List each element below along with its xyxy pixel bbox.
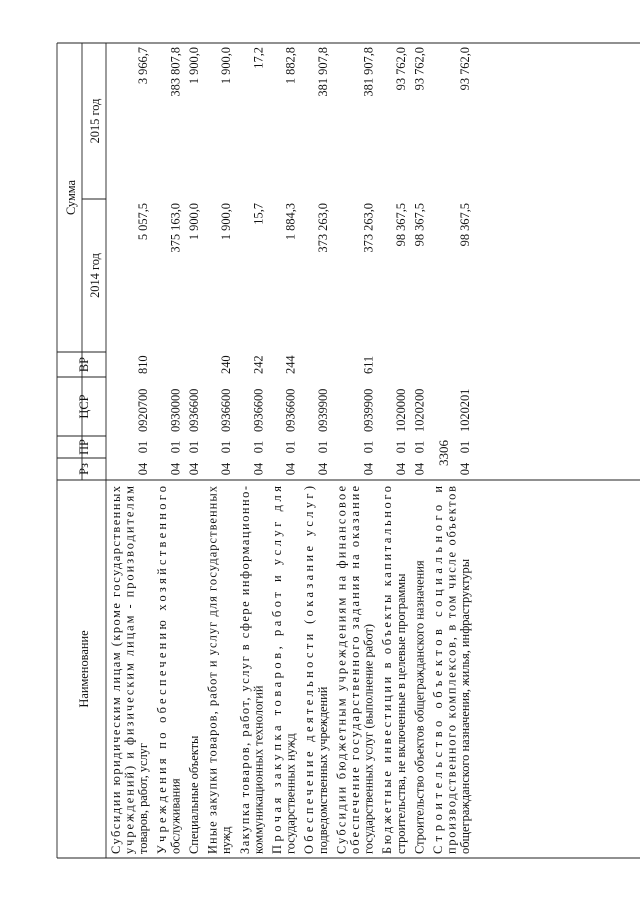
row-2014: 98 367,5 [412,203,427,247]
header-csr: ЦСР [77,394,91,419]
row-2014: 373 263,0 [315,203,330,253]
row-2015: 383 807,8 [168,47,183,97]
page-number: 3306 [436,440,451,466]
row-name-line: Обеспечение деятельности (оказание услуг) [302,486,317,854]
row-csr: 0936600 [187,388,201,432]
row-2015: 3 966,7 [136,47,151,85]
row-vr: 244 [283,355,298,374]
row-name-line: обслуживания [168,778,183,854]
row-csr: 0936600 [251,388,266,432]
row-pr: 01 [283,440,298,454]
row-csr: 0920700 [136,388,151,432]
row-name-line: Субсидии бюджетным учреждениям на финансовое [334,486,349,854]
row-rz: 04 [219,462,234,476]
row-name-line: учреждений) и физическим лицам - производителям [122,486,137,854]
row-name-line: Учреждения по обеспечению хозяйственного [154,486,169,854]
row-2015: 1 882,8 [283,47,298,85]
row-2015: 93 762,0 [458,47,473,91]
row-name-line: Иные закупки товаров, работ и услуг для государственных [205,485,220,854]
row-vr: 242 [251,355,266,374]
row-name-line: Строительство объектов общегражданского назначения [412,560,427,854]
row-csr: 1020201 [458,388,473,432]
row-rz: 04 [187,462,201,476]
row-rz: 04 [283,462,298,476]
header-vr: ВР [77,356,91,373]
row-name-line: подведомственных учреждений [315,686,330,854]
row-name-line: Специальные объекты [187,735,201,854]
row-pr: 01 [251,440,266,454]
row-csr: 0936600 [283,388,298,432]
row-vr: 240 [219,355,234,374]
row-vr: 611 [361,355,376,374]
row-2014: 5 057,5 [136,203,151,241]
row-2014: 375 163,0 [168,203,183,253]
row-rz: 04 [315,462,330,476]
row-name-line: производственного комплексов, в том числе объектов [444,485,459,854]
row-rz: 04 [251,462,266,476]
row-2014: 98 367,5 [393,203,408,247]
row-name-line: строительства, не включенные в целевые программы [393,573,408,854]
row-2014: 98 367,5 [458,203,473,247]
row-rz: 04 [412,462,427,476]
row-pr: 01 [136,440,151,454]
row-2015: 17,2 [251,47,266,69]
row-2015: 1 900,0 [219,47,234,85]
row-vr: 810 [136,355,151,374]
row-pr: 01 [361,440,376,454]
row-csr: 1020000 [393,388,408,432]
header-2015: 2015 год [88,98,102,144]
row-2014: 1 900,0 [187,203,201,241]
row-name-line: Закупка товаров, работ, услуг в сфере информационно- [237,486,252,854]
row-csr: 1020200 [412,388,427,432]
header-rz: Рз [77,463,91,475]
row-csr: 0939900 [315,388,330,432]
row-2014: 1 884,3 [283,203,298,241]
row-rz: 04 [393,462,408,476]
row-2014: 373 263,0 [361,203,376,253]
header-2014: 2014 год [88,253,102,298]
row-name-line: Бюджетные инвестиции в объекты капитального [380,485,395,854]
row-rz: 04 [136,462,151,476]
row-name-line: Строительство объектов социального и [431,485,445,854]
row-2014: 1 900,0 [219,203,234,241]
row-pr: 01 [187,440,201,454]
row-name-line: товаров, работ, услуг [136,743,151,854]
row-2014: 15,7 [251,203,266,225]
row-pr: 01 [219,440,234,454]
row-name-line: государственных нужд [283,733,298,854]
row-2015: 381 907,8 [361,47,376,97]
row-2015: 381 907,8 [315,47,330,97]
row-name-line: общегражданского назначения, жилья, инфраструктуры [458,558,473,854]
row-rz: 04 [168,462,183,476]
row-name-line: обеспечение государственного задания на оказание [348,486,362,854]
header-pr: ПР [77,439,91,455]
row-pr: 01 [315,440,330,454]
row-name-line: Прочая закупка товаров, работ и услуг для [270,486,284,854]
row-pr: 01 [458,440,473,454]
header-name: Наименование [77,630,91,708]
row-2015: 93 762,0 [393,47,408,91]
header-sum: Сумма [64,179,78,216]
row-csr: 0939900 [361,388,376,432]
row-name-line: государственных услуг (выполнение работ) [361,623,376,854]
row-name-line: коммуникационных технологий [251,685,266,854]
row-2015: 93 762,0 [412,47,427,91]
row-rz: 04 [361,462,376,476]
row-pr: 01 [168,440,183,454]
row-name-line: нужд [219,826,234,854]
row-rz: 04 [458,462,473,476]
row-2015: 1 900,0 [187,47,201,85]
row-pr: 01 [393,440,408,454]
row-csr: 0930000 [168,388,183,432]
row-pr: 01 [412,440,427,454]
row-csr: 0936600 [219,388,234,432]
row-name-line: Субсидии юридическим лицам (кроме государственных [109,486,123,854]
